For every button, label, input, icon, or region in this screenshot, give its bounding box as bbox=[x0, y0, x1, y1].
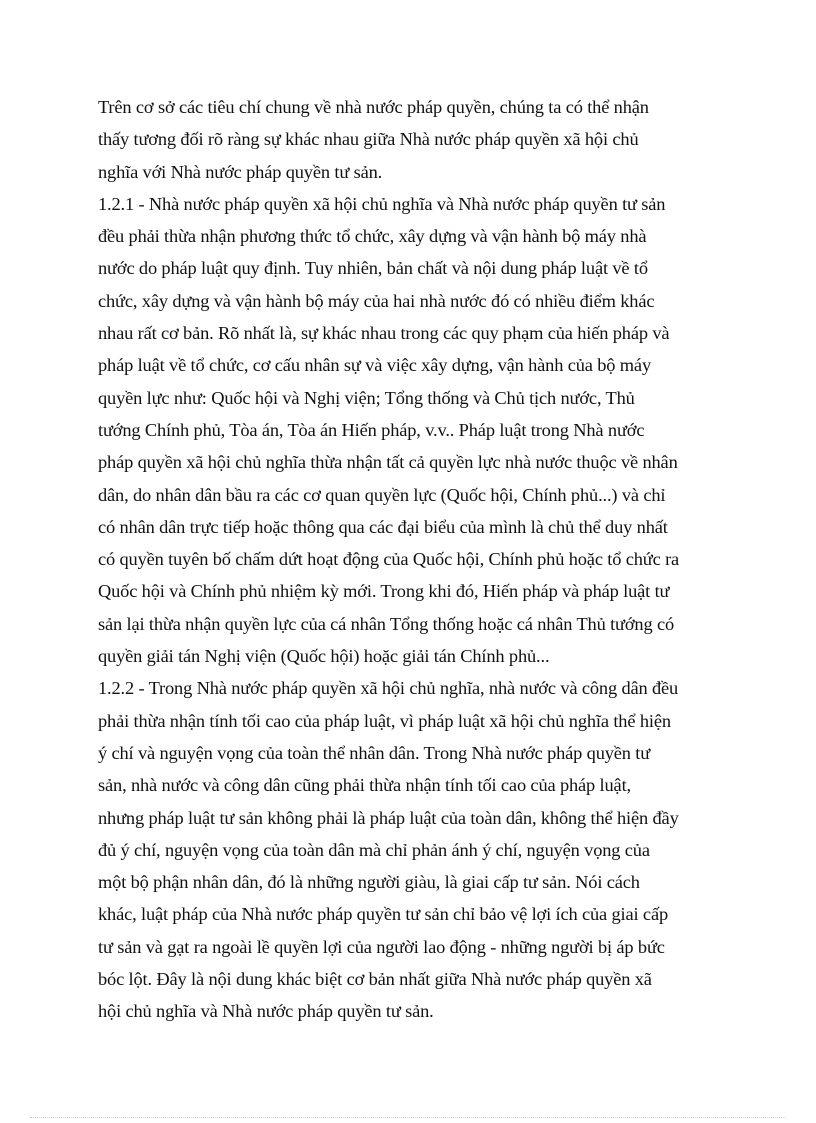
text-line: thấy tương đối rõ ràng sự khác nhau giữa Nhà nước pháp quyền xã hội chủ bbox=[98, 129, 639, 150]
document-body bbox=[98, 91, 738, 1028]
text-line: ý chí và nguyện vọng của toàn thể nhân dân. Trong Nhà nước pháp quyền tư bbox=[98, 742, 651, 763]
text-line: có quyền tuyên bố chấm dứt hoạt động của Quốc hội, Chính phủ hoặc tổ chức ra bbox=[98, 549, 680, 570]
text-line: một bộ phận nhân dân, đó là những người giàu, là giai cấp tư sản. Nói cách bbox=[98, 872, 640, 893]
text-line: dân, do nhân dân bầu ra các cơ quan quyền lực (Quốc hội, Chính phủ...) và chỉ bbox=[98, 484, 666, 505]
text-line: nhưng pháp luật tư sản không phải là pháp luật của toàn dân, không thể hiện đầy bbox=[98, 807, 679, 828]
section-1-2-2-heading-line: 1.2.2 - Trong Nhà nước pháp quyền xã hội chủ nghĩa, nhà nước và công dân đều bbox=[98, 678, 679, 699]
text-line: chức, xây dựng và vận hành bộ máy của hai nhà nước đó có nhiều điểm khác bbox=[98, 290, 655, 311]
text-line: tư sản và gạt ra ngoài lề quyền lợi của người lao động - những người bị áp bức bbox=[98, 936, 665, 957]
text-line: quyền giải tán Nghị viện (Quốc hội) hoặc giải tán Chính phủ... bbox=[98, 646, 550, 667]
text-line: sản, nhà nước và công dân cũng phải thừa nhận tính tối cao của pháp luật, bbox=[98, 775, 631, 796]
text-line: quyền lực như: Quốc hội và Nghị viện; Tổng thống và Chủ tịch nước, Thủ bbox=[98, 387, 635, 408]
text-line: khác, luật pháp của Nhà nước pháp quyền tư sản chỉ bảo vệ lợi ích của giai cấp bbox=[98, 904, 669, 925]
text-line: Trên cơ sở các tiêu chí chung về nhà nước pháp quyền, chúng ta có thể nhận bbox=[98, 97, 649, 117]
text-line: pháp quyền xã hội chủ nghĩa thừa nhận tất cả quyền lực nhà nước thuộc về nhân bbox=[98, 452, 678, 473]
text-line: nghĩa với Nhà nước pháp quyền tư sản. bbox=[98, 161, 383, 182]
text-line: tướng Chính phủ, Tòa án, Tòa án Hiến pháp, v.v.. Pháp luật trong Nhà nước bbox=[98, 419, 645, 440]
text-line: Quốc hội và Chính phủ nhiệm kỳ mới. Trong khi đó, Hiến pháp và pháp luật tư bbox=[98, 581, 670, 602]
text-line: có nhân dân trực tiếp hoặc thông qua các đại biểu của mình là chủ thể duy nhất bbox=[98, 516, 668, 537]
text-line: nhau rất cơ bản. Rõ nhất là, sự khác nhau trong các quy phạm của hiến pháp và bbox=[98, 323, 670, 344]
text-line: bóc lột. Đây là nội dung khác biệt cơ bản nhất giữa Nhà nước pháp quyền xã bbox=[98, 969, 652, 990]
text-line: pháp luật về tổ chức, cơ cấu nhân sự và việc xây dựng, vận hành của bộ máy bbox=[98, 355, 651, 376]
text-line: nước do pháp luật quy định. Tuy nhiên, bản chất và nội dung pháp luật về tổ bbox=[98, 258, 648, 279]
page-bottom-divider bbox=[30, 1117, 786, 1118]
text-line: đều phải thừa nhận phương thức tổ chức, xây dựng và vận hành bộ máy nhà bbox=[98, 226, 647, 247]
text-line: đủ ý chí, nguyện vọng của toàn dân mà chỉ phản ánh ý chí, nguyện vọng của bbox=[98, 839, 650, 860]
text-line: hội chủ nghĩa và Nhà nước pháp quyền tư sản. bbox=[98, 1001, 434, 1022]
section-1-2-1-heading-line: 1.2.1 - Nhà nước pháp quyền xã hội chủ nghĩa và Nhà nước pháp quyền tư sản bbox=[98, 193, 666, 214]
text-line: sản lại thừa nhận quyền lực của cá nhân Tổng thống hoặc cá nhân Thủ tướng có bbox=[98, 613, 675, 634]
text-line: phải thừa nhận tính tối cao của pháp luật, vì pháp luật xã hội chủ nghĩa thể hiện bbox=[98, 710, 671, 731]
